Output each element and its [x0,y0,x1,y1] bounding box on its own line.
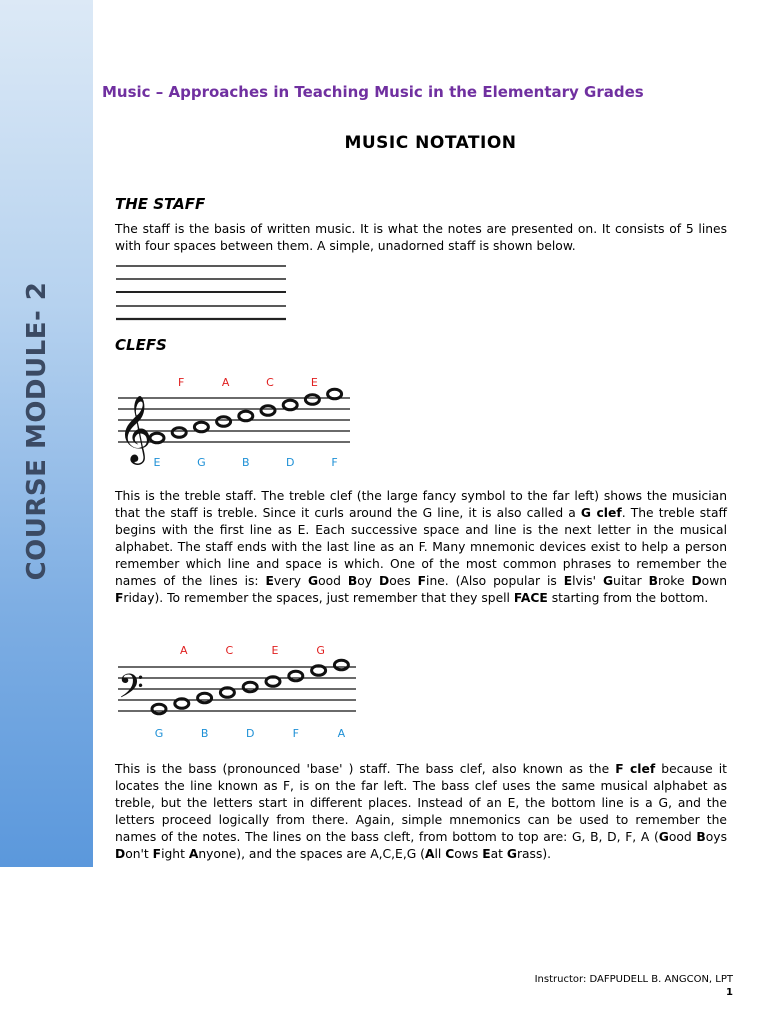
staff-heading: THE STAFF [115,195,206,213]
bass-line-labels [155,727,346,740]
space-note-label: F [178,376,185,389]
text-run: oy [357,574,379,588]
text-run: (Also popular is [448,574,564,588]
bold-text: D [691,574,702,588]
bold-text: E [265,574,274,588]
whole-note [217,417,231,427]
whole-note [175,699,189,709]
space-note-label: E [310,376,318,389]
text-run: ine. [426,574,449,588]
bold-text: A [424,847,435,861]
bold-text: FACE [513,591,548,605]
course-module-label: COURSE MODULE- 2 [22,281,52,581]
text-run: nyone), and the spaces are A,C,E,G ( [198,847,425,861]
text-run: ows [454,847,483,861]
treble-staff-figure [114,370,354,472]
footer-instructor: Instructor: DAFPUDELL B. ANGCON, LPT [534,974,733,985]
course-title: Music – Approaches in Teaching Music in the Elementary Grades [102,83,644,101]
bass-staff-figure [114,640,359,745]
bold-text: G clef [580,506,622,520]
whole-note [261,406,275,416]
text-run: oys [705,830,727,844]
text-run: ight [161,847,189,861]
space-note-label: A [221,376,230,389]
treble-clef-icon: 𝄞 [118,394,153,462]
whole-note [283,400,297,410]
whole-note [266,677,280,687]
space-note-label: C [266,376,274,389]
line-note-label: E [153,456,161,469]
line-note-label: F [292,727,299,740]
text-run: lvis' [572,574,603,588]
whole-note [220,688,234,698]
text-run: own [701,574,728,588]
bold-text: C [445,847,455,861]
treble-paragraph [115,488,727,607]
space-note-label: G [316,644,325,657]
text-run: at [490,847,507,861]
bold-text: E [482,847,491,861]
treble-line-labels [154,456,338,469]
text-run: ood [318,574,348,588]
line-note-label: D [285,456,295,469]
page-number: 1 [726,987,733,998]
bold-text: F [417,574,427,588]
text-run: To remember the spaces, just remember that they spell [163,591,514,605]
bass-clef-icon: 𝄢 [118,668,144,714]
whole-note [289,671,303,681]
whole-note [328,389,342,399]
text-run: This is the bass (pronounced 'base' ) staff. The bass clef, also known as the [115,762,616,776]
whole-note [198,693,212,703]
line-note-label: B [200,727,209,740]
text-run: very [273,574,308,588]
line-note-label: A [337,727,346,740]
text-run: This is the treble staff. The treble clef (the large fancy symbol to the far left) shows the musician that the staff is treble. Since it curls around the G line, it is also called a [115,489,727,520]
space-note-label: C [225,644,234,657]
text-run: because it locates the line known as F, is on the far left. The bass clef uses the same musical alphabet as treble, but the letters start in different places. Instead of an E, the bottom line is a G, and the letters proceed logically from there. Again, simple mnemonics can be used to remember the names of the notes. The lines on the bass cleft, from bottom to top are: G, B, D, F, A ( [115,762,727,844]
bass-paragraph [115,761,727,863]
bold-text: G [506,847,517,861]
line-note-label: B [242,456,250,469]
text-run: oes [389,574,418,588]
bold-text: G [658,830,669,844]
whole-note [334,660,348,670]
treble-space-labels [178,376,318,389]
bold-text: B [696,830,706,844]
whole-note [305,395,319,405]
bold-text: A [188,847,199,861]
line-note-label: D [245,727,255,740]
text-run: starting from the bottom. [547,591,709,605]
plain-staff-figure [114,262,289,324]
text-run: riday). [123,591,164,605]
whole-note [152,704,166,714]
line-note-label: G [154,727,164,740]
text-run: on't [125,847,153,861]
bold-text: B [347,574,358,588]
space-note-label: A [180,644,188,657]
bold-text: D [378,574,390,588]
text-run: rass). [516,847,552,861]
page-title: MUSIC NOTATION [344,133,517,153]
text-run: ood [668,830,697,844]
sidebar-band [0,0,93,867]
whole-note [243,682,257,692]
bold-text: G [308,574,319,588]
treble-notes [150,389,342,443]
bold-text: F clef [615,762,656,776]
staff-paragraph: The staff is the basis of written music. It is what the notes are presented on. It consists of 5 lines with four spaces between them. A simple, unadorned staff is shown below. [115,222,727,253]
bold-text: F [115,591,124,605]
whole-note [312,666,326,676]
bass-notes [152,660,348,714]
bass-space-labels [180,644,325,657]
whole-note [172,428,186,438]
text-run: . The treble staff begins with the first line as E. Each successive space and line is the next letter in the musical alphabet. The staff ends with the last line as an F. Many mnemonic devices exist to help a person remember which line and space is which. One of the most common phrases to remember the names of the lines is: [115,506,727,588]
bold-text: F [152,847,162,861]
whole-note [194,422,208,432]
bold-text: E [563,574,573,588]
space-note-label: E [271,644,279,657]
clefs-heading: CLEFS [115,336,167,354]
whole-note [239,411,253,421]
text-run: ll [434,847,446,861]
bold-text: D [115,847,126,861]
line-note-label: F [331,456,338,469]
text-run: roke [657,574,692,588]
line-note-label: G [197,456,206,469]
bold-text: G [602,574,614,588]
bold-text: B [648,574,658,588]
text-run: uitar [613,574,649,588]
